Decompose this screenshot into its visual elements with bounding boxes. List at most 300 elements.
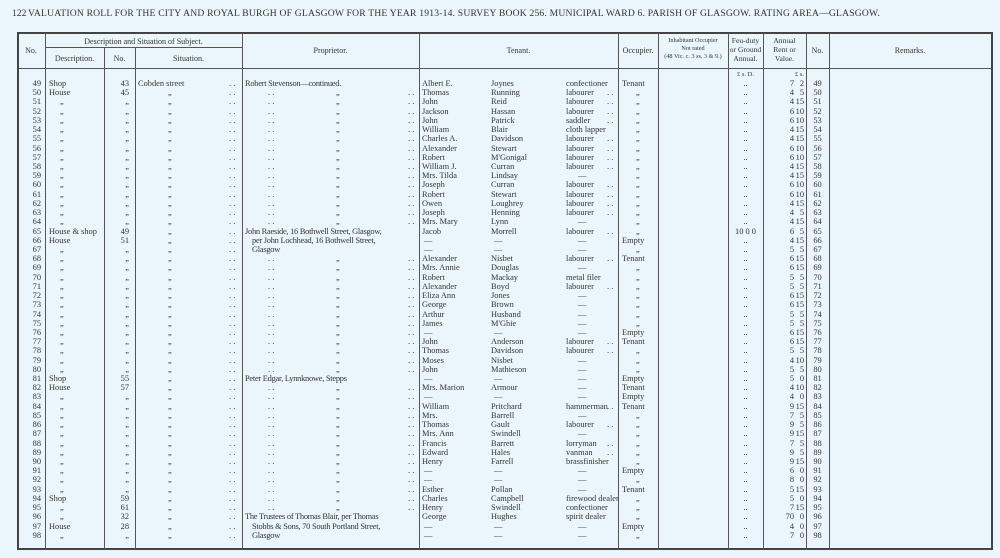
rent-pounds: 5	[789, 318, 794, 328]
tenant-surname: Swindell	[491, 429, 521, 439]
header-bottom-rule	[17, 68, 993, 69]
tenant-first-name: Thomas	[422, 420, 449, 430]
rent-shillings: 5	[799, 309, 804, 319]
house-number: 61	[120, 503, 129, 513]
rent-pounds: 4	[789, 97, 794, 107]
tenant-occupation: —	[578, 217, 587, 227]
row-number: 60	[32, 180, 41, 190]
feu-duty: ..	[743, 180, 748, 190]
header-inhabitant	[658, 37, 728, 61]
leader-dots: . .	[607, 198, 614, 208]
row-number-right: 58	[813, 161, 822, 171]
leader-dots: . .	[408, 475, 415, 485]
situation: „	[168, 392, 172, 402]
tenant-surname: Curran	[491, 180, 515, 190]
house-number: „	[125, 115, 129, 125]
leader-dots: . .	[408, 208, 415, 218]
header-rent-line: Value.	[774, 54, 795, 63]
row-number-right: 56	[813, 143, 822, 153]
leader-dots: . .	[229, 263, 236, 273]
tenant-first-name: John	[422, 337, 438, 347]
house-number: „	[125, 291, 129, 301]
row-number: 80	[32, 364, 41, 374]
situation: „	[168, 401, 172, 411]
occupier: „	[636, 217, 640, 227]
row-number: 88	[32, 438, 41, 448]
header-rent-line: Annual	[773, 36, 796, 45]
rent-shillings: 0	[799, 392, 804, 402]
leader-dots: . .	[229, 97, 236, 107]
leader-dots: . .	[268, 457, 275, 467]
description: House	[49, 235, 71, 245]
row-number: 87	[32, 429, 41, 439]
tenant-occupation: labourer	[566, 281, 594, 291]
row-number-right: 59	[813, 171, 822, 181]
tenant-first-name: George	[422, 300, 447, 310]
rent-pounds: 6	[789, 226, 794, 236]
proprietor: „	[336, 300, 340, 310]
tenant-first-name: Henry	[422, 457, 443, 467]
rent-shillings: 15	[795, 429, 804, 439]
proprietor: „	[336, 503, 340, 513]
situation: „	[168, 300, 172, 310]
tenant-occupation: —	[578, 521, 587, 531]
tenant-surname: Farrell	[491, 457, 514, 467]
tenant-surname: Lindsay	[491, 171, 518, 181]
house-number: 49	[120, 226, 129, 236]
tenant-occupation: —	[578, 318, 587, 328]
tenant-surname: Swindell	[491, 503, 521, 513]
row-number-right: 84	[813, 401, 822, 411]
row-number-right: 53	[813, 115, 822, 125]
leader-dots: . .	[408, 254, 415, 264]
house-number: 55	[120, 374, 129, 384]
situation: „	[168, 88, 172, 98]
description: „	[60, 134, 64, 144]
description: „	[60, 244, 64, 254]
page-number: 122	[12, 8, 27, 19]
house-number: „	[125, 475, 129, 485]
tenant-surname: —	[494, 244, 503, 254]
rent-pounds: 4	[789, 355, 794, 365]
tenant-surname: Lynn	[491, 217, 509, 227]
feu-duty: ..	[743, 355, 748, 365]
tenant-occupation: —	[578, 429, 587, 439]
tenant-occupation: labourer	[566, 152, 594, 162]
feu-duty: ..	[743, 364, 748, 374]
leader-dots: . .	[268, 152, 275, 162]
rent-pounds: 5	[789, 309, 794, 319]
row-number-right: 77	[813, 337, 822, 347]
tenant-surname: M'Gonigal	[491, 152, 527, 162]
rent-shillings: 15	[795, 300, 804, 310]
rent-shillings: 0	[799, 475, 804, 485]
tenant-first-name: Mrs. Annie	[422, 263, 460, 273]
row-number-right: 61	[813, 189, 822, 199]
situation: „	[168, 410, 172, 420]
rent-pounds: 6	[789, 337, 794, 347]
tenant-occupation: labourer	[566, 420, 594, 430]
leader-dots: . .	[408, 171, 415, 181]
occupier: „	[636, 300, 640, 310]
row-number-right: 65	[813, 226, 822, 236]
row-number: 59	[32, 171, 41, 181]
row-number-right: 93	[813, 484, 822, 494]
leader-dots: . .	[229, 208, 236, 218]
rent-shillings: 15	[795, 327, 804, 337]
rent-pounds: 6	[789, 115, 794, 125]
situation: „	[168, 244, 172, 254]
description: Shop	[49, 79, 67, 88]
header-inhabitant-line: Not rated	[681, 45, 705, 52]
house-number: „	[125, 198, 129, 208]
rent-pounds: 5	[789, 281, 794, 291]
tenant-occupation: labourer	[566, 337, 594, 347]
row-number-right: 62	[813, 198, 822, 208]
leader-dots: . .	[268, 420, 275, 430]
leader-dots: . .	[607, 106, 614, 116]
proprietor: „	[336, 254, 340, 264]
tenant-occupation: labourer	[566, 161, 594, 171]
description: „	[60, 254, 64, 264]
tenant-first-name: Thomas	[422, 346, 449, 356]
feu-duty: ..	[743, 429, 748, 439]
header-rent-line: Rent or	[773, 45, 796, 54]
rent-pounds: 5	[789, 272, 794, 282]
leader-dots: . .	[268, 171, 275, 181]
description: Shop	[49, 374, 67, 384]
feu-duty: ..	[743, 152, 748, 162]
occupier: „	[636, 438, 640, 448]
header-remarks: Remarks.	[894, 46, 926, 55]
description: „	[60, 447, 64, 457]
tenant-first-name: Mrs.	[422, 410, 438, 420]
tenant-occupation: firewood dealer	[566, 493, 619, 503]
occupier: „	[636, 447, 640, 457]
header-inhabitant-line: Inhabitant Occupier	[668, 37, 718, 44]
row-number-right: 57	[813, 152, 822, 162]
row-number-right: 92	[813, 475, 822, 485]
description: „	[60, 189, 64, 199]
rent-pounds: 6	[789, 263, 794, 273]
leader-dots: . .	[408, 152, 415, 162]
occupier: „	[636, 152, 640, 162]
leader-dots: . .	[607, 337, 614, 347]
description: „	[60, 300, 64, 310]
leader-dots: . .	[607, 420, 614, 430]
leader-dots: . .	[268, 125, 275, 135]
house-number: „	[125, 272, 129, 282]
tenant-occupation: —	[578, 355, 587, 365]
leader-dots: . .	[268, 475, 275, 485]
tenant-surname: —	[494, 392, 503, 402]
house-number: „	[125, 457, 129, 467]
tenant-occupation: —	[578, 530, 587, 540]
occupier: Empty	[622, 392, 645, 402]
situation: „	[168, 226, 172, 236]
tenant-occupation: —	[578, 291, 587, 301]
leader-dots: . .	[268, 161, 275, 171]
occupier: Tenant	[622, 79, 645, 88]
row-number-right: 90	[813, 457, 822, 467]
proprietor: „	[336, 346, 340, 356]
rent-pounds: 5	[789, 493, 794, 503]
occupier: Empty	[622, 374, 645, 384]
occupier: Empty	[622, 521, 645, 531]
tenant-first-name: Charles	[422, 493, 448, 503]
proprietor: „	[336, 457, 340, 467]
leader-dots: . .	[268, 300, 275, 310]
row-number: 67	[32, 244, 41, 254]
description: „	[60, 346, 64, 356]
occupier: „	[636, 503, 640, 513]
row-number: 74	[32, 309, 41, 319]
occupier: „	[636, 429, 640, 439]
rent-pounds: 4	[789, 171, 794, 181]
rent-pounds: 5	[789, 374, 794, 384]
house-number: „	[125, 447, 129, 457]
situation: „	[168, 493, 172, 503]
column-rule	[135, 47, 136, 549]
rent-pounds: 4	[789, 161, 794, 171]
description: „	[60, 152, 64, 162]
tenant-surname: Stewart	[491, 189, 517, 199]
proprietor: „	[336, 125, 340, 135]
tenant-occupation: labourer	[566, 180, 594, 190]
description: „	[60, 503, 64, 513]
proprietor: „	[336, 309, 340, 319]
house-number: „	[125, 392, 129, 402]
header-number: No.	[113, 54, 126, 63]
feu-duty: ..	[743, 244, 748, 254]
feu-duty: ..	[743, 475, 748, 485]
leader-dots: . .	[408, 383, 415, 393]
row-number-right: 86	[813, 420, 822, 430]
description: „	[60, 392, 64, 402]
tenant-first-name: Jacob	[422, 226, 442, 236]
rent-pounds: 7	[789, 410, 794, 420]
column-rule	[419, 33, 420, 549]
row-number: 62	[32, 198, 41, 208]
tenant-first-name: Robert	[422, 189, 445, 199]
rent-shillings: 10	[795, 383, 804, 393]
house-number: „	[125, 180, 129, 190]
row-number: 69	[32, 263, 41, 273]
leader-dots: . .	[229, 493, 236, 503]
description: „	[60, 337, 64, 347]
leader-dots: . .	[229, 226, 236, 236]
row-number: 66	[32, 235, 41, 245]
proprietor: „	[336, 171, 340, 181]
house-number: „	[125, 337, 129, 347]
rent-pounds: 4	[789, 208, 794, 218]
tenant-first-name: Francis	[422, 438, 447, 448]
occupier: „	[636, 161, 640, 171]
occupier: „	[636, 143, 640, 153]
leader-dots: . .	[268, 447, 275, 457]
description: „	[60, 457, 64, 467]
row-number: 64	[32, 217, 41, 227]
leader-dots: . .	[229, 503, 236, 513]
feu-duty: ..	[743, 161, 748, 171]
leader-dots: . .	[607, 281, 614, 291]
leader-dots: . .	[229, 457, 236, 467]
occupier: Empty	[622, 327, 645, 337]
rent-shillings: 5	[799, 447, 804, 457]
rent-shillings: 15	[795, 217, 804, 227]
rent-pounds: 5	[789, 364, 794, 374]
proprietor: Robert Stevenson—continued.	[245, 79, 342, 88]
tenant-surname: Patrick	[491, 115, 515, 125]
column-rule	[991, 33, 993, 549]
occupier: Tenant	[622, 337, 645, 347]
tenant-occupation: —	[578, 383, 587, 393]
row-number-right: 74	[813, 309, 822, 319]
occupier: „	[636, 189, 640, 199]
situation: „	[168, 161, 172, 171]
rent-pounds: 7	[789, 79, 794, 88]
leader-dots: . .	[268, 401, 275, 411]
leader-dots: . .	[408, 97, 415, 107]
situation: „	[168, 272, 172, 282]
house-number: „	[125, 438, 129, 448]
leader-dots: . .	[607, 88, 614, 98]
column-rule	[829, 33, 830, 549]
feu-duty: ..	[743, 235, 748, 245]
row-number-right: 55	[813, 134, 822, 144]
situation: Cobden street	[138, 79, 185, 88]
tenant-occupation: —	[578, 475, 587, 485]
leader-dots: . .	[268, 208, 275, 218]
row-number: 84	[32, 401, 41, 411]
feu-duty: ..	[743, 512, 748, 522]
rent-pounds: 6	[789, 254, 794, 264]
leader-dots: . .	[408, 300, 415, 310]
rent-shillings: 10	[795, 152, 804, 162]
situation: „	[168, 189, 172, 199]
row-number: 89	[32, 447, 41, 457]
leader-dots: . .	[229, 180, 236, 190]
tenant-first-name: Joseph	[422, 208, 445, 218]
rent-pounds: 9	[789, 420, 794, 430]
description: „	[60, 309, 64, 319]
proprietor: John Raeside, 16 Bothwell Street, Glasgow,	[245, 226, 382, 236]
tenant-occupation: —	[578, 235, 587, 245]
rent-pounds: 4	[789, 134, 794, 144]
leader-dots: . .	[229, 88, 236, 98]
rent-pounds: 8	[789, 475, 794, 485]
leader-dots: . .	[268, 254, 275, 264]
row-number: 57	[32, 152, 41, 162]
leader-dots: . .	[408, 337, 415, 347]
row-number: 54	[32, 125, 41, 135]
occupier: „	[636, 97, 640, 107]
leader-dots: . .	[229, 115, 236, 125]
feu-duty: ..	[743, 383, 748, 393]
proprietor: „	[336, 161, 340, 171]
proprietor: „	[336, 281, 340, 291]
feu-duty: ..	[743, 410, 748, 420]
situation: „	[168, 143, 172, 153]
occupier: „	[636, 88, 640, 98]
description: „	[60, 364, 64, 374]
situation: „	[168, 171, 172, 181]
leader-dots: . .	[607, 161, 614, 171]
occupier: „	[636, 364, 640, 374]
situation: „	[168, 457, 172, 467]
leader-dots: . .	[607, 97, 614, 107]
tenant-surname: Barrell	[491, 410, 515, 420]
tenant-first-name: —	[424, 466, 433, 476]
situation: „	[168, 355, 172, 365]
tenant-occupation: labourer	[566, 208, 594, 218]
rent-pounds: 4	[789, 521, 794, 531]
leader-dots: . .	[408, 503, 415, 513]
row-number-right: 68	[813, 254, 822, 264]
leader-dots: . .	[408, 134, 415, 144]
tenant-first-name: Joseph	[422, 180, 445, 190]
tenant-occupation: labourer	[566, 226, 594, 236]
row-number: 58	[32, 161, 41, 171]
column-rule	[45, 33, 46, 549]
description: House	[49, 88, 71, 98]
proprietor: „	[336, 198, 340, 208]
house-number: „	[125, 364, 129, 374]
tenant-surname: Running	[491, 88, 520, 98]
occupier: „	[636, 457, 640, 467]
feu-duty: ..	[743, 327, 748, 337]
row-number-right: 60	[813, 180, 822, 190]
tenant-first-name: Mrs. Ann	[422, 429, 454, 439]
row-number: 91	[32, 466, 41, 476]
leader-dots: . .	[268, 106, 275, 116]
header-proprietor: Proprietor.	[313, 46, 348, 55]
leader-dots: . .	[268, 134, 275, 144]
row-number-right: 81	[813, 374, 822, 384]
row-number-right: 87	[813, 429, 822, 439]
leader-dots: . .	[607, 152, 614, 162]
tenant-occupation: —	[578, 263, 587, 273]
description: „	[60, 180, 64, 190]
tenant-first-name: —	[424, 530, 433, 540]
header-feu-duty	[728, 36, 763, 63]
description: „	[60, 272, 64, 282]
proprietor: „	[336, 327, 340, 337]
tenant-first-name: —	[424, 521, 433, 531]
leader-dots: . .	[408, 355, 415, 365]
rent-shillings: 15	[795, 503, 804, 513]
leader-dots: . .	[268, 189, 275, 199]
rent-pounds: 9	[789, 429, 794, 439]
feu-units: £ s. D.	[737, 71, 754, 78]
leader-dots: . .	[229, 392, 236, 402]
situation: „	[168, 521, 172, 531]
table-top-border	[17, 32, 993, 34]
tenant-surname: Jones	[491, 291, 510, 301]
rent-shillings: 15	[795, 171, 804, 181]
house-number: „	[125, 106, 129, 116]
leader-dots: . .	[408, 125, 415, 135]
rent-pounds: 9	[789, 447, 794, 457]
situation: „	[168, 97, 172, 107]
rent-pounds: 5	[789, 346, 794, 356]
leader-dots: . .	[607, 180, 614, 190]
rent-shillings: 15	[795, 291, 804, 301]
proprietor: „	[336, 364, 340, 374]
tenant-first-name: —	[424, 475, 433, 485]
rent-shillings: 15	[795, 198, 804, 208]
rent-pounds: 4	[789, 125, 794, 135]
